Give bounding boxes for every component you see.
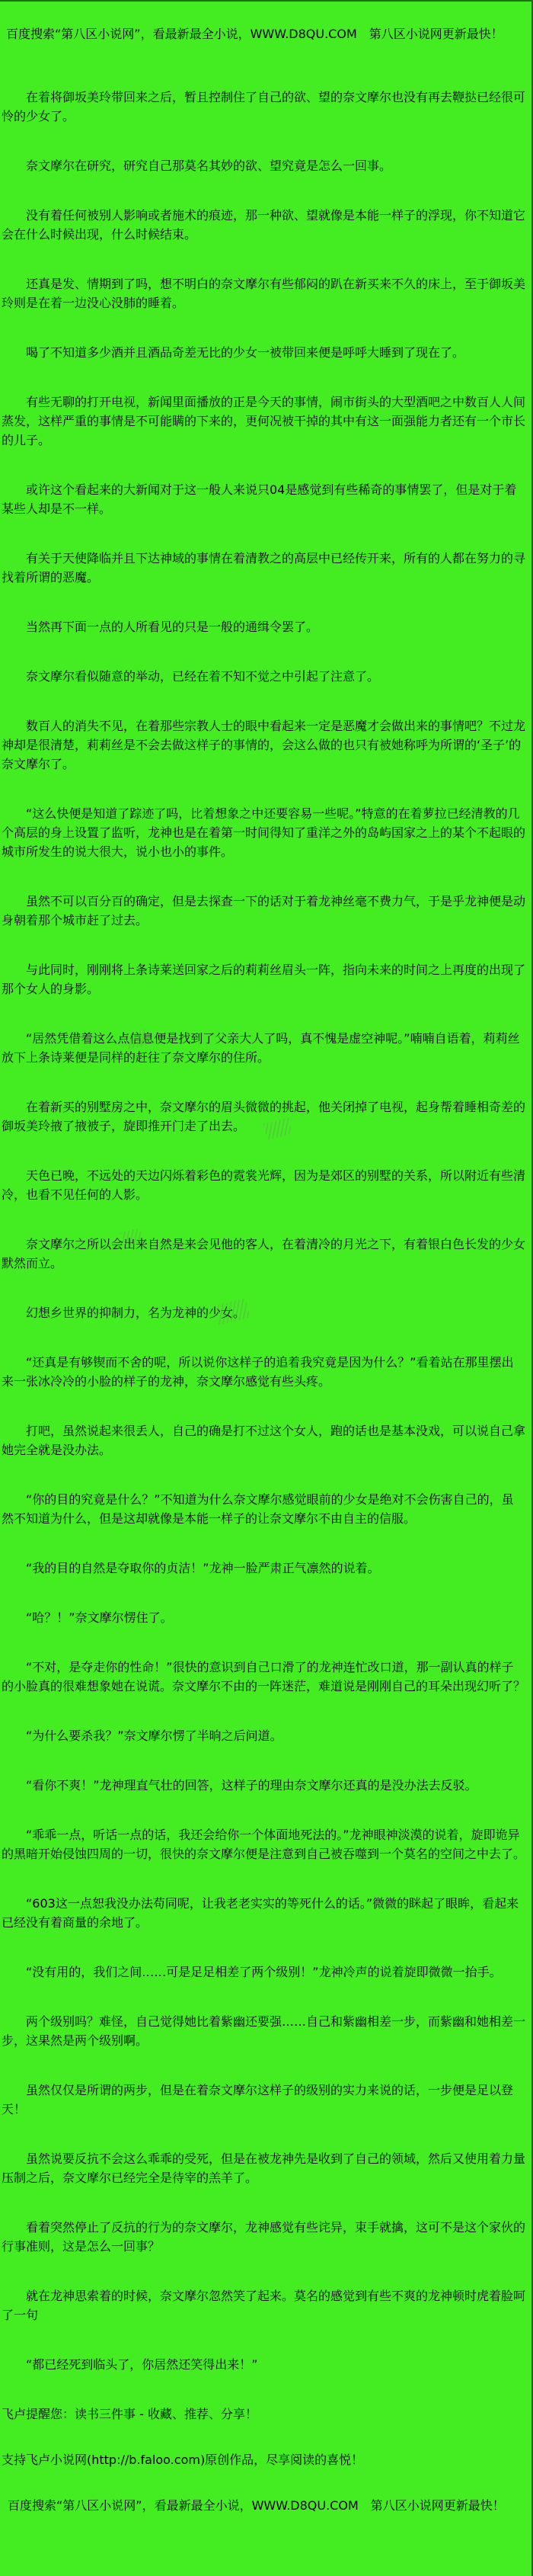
paragraph: 还真是发、情期到了吗，想不明白的奈文摩尔有些郁闷的趴在新买来不久的床上，至于御坂美玲则是在着一边没心没肺的睡着。 <box>2 277 526 310</box>
paragraph: “没有用的，我们之间……可是足足相差了两个级别！”龙神冷声的说着旋即微微一抬手。 <box>26 1965 502 1979</box>
paragraph: 就在龙神思索着的时候，奈文摩尔忽然笑了起来。莫名的感觉到有些不爽的龙神顿时虎着脸呵了一句 <box>2 2289 526 2322</box>
paragraph: 虽然仅仅是所谓的两步，但是在着奈文摩尔这样子的级别的实力来说的话，一步便是足以登天！ <box>2 2083 514 2116</box>
paragraph: “我的目的自然是夺取你的贞洁！”龙神一脸严肃正气凛然的说着。 <box>26 1561 380 1575</box>
faloo-support-text: 支持飞卢小说网(http://b.faloo.com)原创作品，尽享阅读的喜悦！ <box>2 2453 364 2467</box>
paragraph: 有些无聊的打开电视，新闻里面播放的正是今天的事情，闹市街头的大型酒吧之中数百人人间蒸发，这样严重的事情是不可能瞒的下来的，更何况被干掉的其中有这一面强能力者还有一个市长的儿子。 <box>2 395 526 447</box>
paragraph: 喝了不知道多少酒并且酒品奇差无比的少女一被带回来便是呼呼大睡到了现在了。 <box>26 345 465 360</box>
paragraph: 数百人的消失不见，在着那些宗教人士的眼中看起来一定是恶魔才会做出来的事情吧？不过龙神却是很清楚，莉莉丝是不会去做这样子的事情的，会这么做的也只有被她称呼为所谓的‘圣子’的奈文摩尔了。 <box>2 719 526 771</box>
paragraph: “乖乖一点，听话一点的话，我还会给你一个体面地死法的。”龙神眼神淡漠的说着，旋即诡异的黑暗开始侵蚀四周的一切，很快的奈文摩尔便是注意到自己被吞噬到一个莫名的空间之中去了。 <box>2 1828 526 1861</box>
paragraph: “看你不爽！”龙神理直气壮的回答，这样子的理由奈文摩尔还真的是没办法去反驳。 <box>26 1778 477 1793</box>
paragraph: “你的目的究竟是什么？”不知道为什么奈文摩尔感觉眼前的少女是绝对不会伤害自己的，虽然不知道为什么，但是这却就像是本能一样子的让奈文摩尔不由自主的信服。 <box>2 1492 514 1526</box>
top-ad-banner: 百度搜索“第八区小说网”，看最新最全小说，WWW.D8QU.COM 第八区小说网更新最快！ <box>6 27 503 41</box>
paragraph: 奈文摩尔在研究，研究自己那莫名其妙的欲、望究竟是怎么一回事。 <box>26 159 392 173</box>
paragraph: 幻想乡世界的抑制力，名为龙神的少女。 <box>26 1306 246 1320</box>
paragraph: 当然再下面一点的人所看见的只是一般的通缉令罢了。 <box>26 620 319 634</box>
paragraph: 与此同时，刚刚将上条诗莱送回家之后的莉莉丝眉头一阵，指向未来的时间之上再度的出现了那个女人的身影。 <box>2 963 526 996</box>
bottom-ad-banner: 百度搜索“第八区小说网”，看最新最全小说，WWW.D8QU.COM 第八区小说网更新最快！ <box>8 2498 505 2513</box>
chapter-body <box>0 88 531 2374</box>
paragraph: 或许这个看起来的大新闻对于这一般人来说只04是感觉到有些稀奇的事情罢了，但是对于着某些人却是不一样。 <box>2 482 517 516</box>
paragraph: 奈文摩尔看似随意的举动，已经在着不知不觉之中引起了注意了。 <box>26 669 380 684</box>
paragraph: “还真是有够锲而不舍的呢，所以说你这样子的追着我究竟是因为什么？”看着站在那里摆出来一张冰冷冷的小脸的样子的龙神，奈文摩尔感觉有些头疼。 <box>2 1355 514 1389</box>
paragraph: 看着突然停止了反抗的行为的奈文摩尔，龙神感觉有些诧异，束手就擒，这可不是这个家伙的行事准则，这是怎么一回事？ <box>2 2220 526 2254</box>
paragraph: “603这一点恕我没办法苟同呢，让我老老实实的等死什么的话。”微微的眯起了眼眸，看起来已经没有着商量的余地了。 <box>2 1896 519 1930</box>
paragraph: 天色已晚，不远处的天边闪烁着彩色的霓裳光辉，因为是郊区的别墅的关系，所以附近有些清冷，也看不见任何的人影。 <box>2 1168 526 1202</box>
paragraph: “哈？！”奈文摩尔愣住了。 <box>26 1610 173 1625</box>
paragraph: “都已经死到临头了，你居然还笑得出来！” <box>26 2357 258 2372</box>
paragraph: 有关于天使降临并且下达神域的事情在着清教之的高层中已经传开来，所有的人都在努力的寻找着所谓的恶魔。 <box>2 551 526 585</box>
chapter-footer <box>0 2405 531 2535</box>
paragraph: 虽然说要反抗不会这么乖乖的受死，但是在被龙神先是收到了自己的领域，然后又使用着力量压制之后，奈文摩尔已经完全是待宰的羔羊了。 <box>2 2151 526 2185</box>
paragraph: 在着新买的别墅房之中，奈文摩尔的眉头微微的挑起，他关闭掉了电视，起身帮着睡相奇差的御坂美玲掖了掖被子，旋即推开门走了出去。 <box>2 1100 526 1133</box>
paragraph: “不对，是夺走你的性命！”很快的意识到自己口滑了的龙神连忙改口道，那一副认真的样子的小脸真的很难想象她在说谎。奈文摩尔不由的一阵迷茫，难道说是刚刚自己的耳朵出现幻听了？ <box>2 1660 526 1693</box>
paragraph: “为什么要杀我？”奈文摩尔愣了半晌之后问道。 <box>26 1729 282 1743</box>
paragraph: 两个级别吗？难怪，自己觉得她比着紫幽还要强……自己和紫幽相差一步，而紫幽和她相差一步，这果然是两个级别啊。 <box>2 2014 526 2048</box>
faloo-reminder-text: 飞卢提醒您：读书三件事 - 收藏、推荐、分享！ <box>2 2407 257 2421</box>
paragraph: 奈文摩尔之所以会出来自然是来会见他的客人，在着清冷的月光之下，有着银白色长发的少女默然而立。 <box>2 1237 526 1270</box>
paragraph: 虽然不可以百分百的确定，但是去探查一下的话对于着龙神丝毫不费力气，于是乎龙神便是动身朝着那个城市赶了过去。 <box>2 894 526 928</box>
paragraph: 打吧，虽然说起来很丢人，自己的确是打不过这个女人，跑的话也是基本没戏，可以说自己拿她完全就是没办法。 <box>2 1424 526 1457</box>
paragraph: 没有着任何被别人影响或者施术的痕迹，那一种欲、望就像是本能一样子的浮现，你不知道它会在什么时候出现，什么时候结束。 <box>2 208 526 242</box>
paragraph: 在着将御坂美玲带回来之后，暂且控制住了自己的欲、望的奈文摩尔也没有再去鞭挞已经很可怜的少女了。 <box>2 90 526 123</box>
paragraph: “这么快便是知道了踪迹了吗，比着想象之中还要容易一些呢。”特意的在着萝拉已经清教的几个高层的身上设置了监听，龙神也是在着第一时间得知了重洋之外的岛屿国家之上的某个不起眼的城市所发生的说大很大，说小也小的事件。 <box>2 806 526 859</box>
paragraph: “居然凭借着这么点信息便是找到了父亲大人了吗，真不愧是虚空神呢。”喃喃自语着，莉莉丝放下上条诗莱便是同样的赶往了奈文摩尔的住所。 <box>2 1031 520 1065</box>
